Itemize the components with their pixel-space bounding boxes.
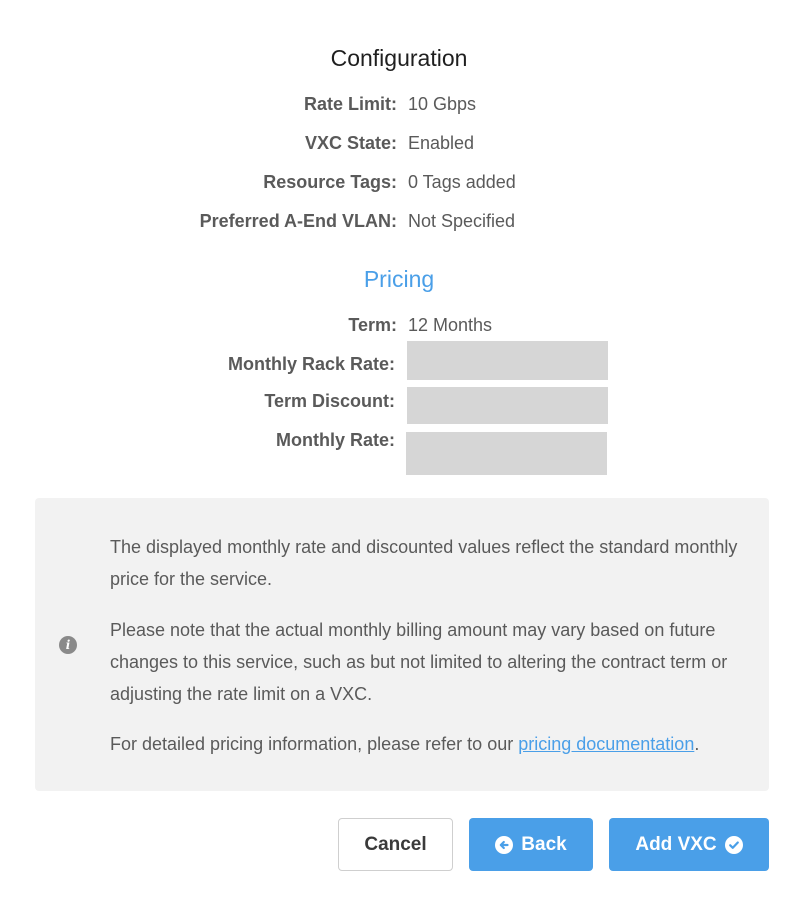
notice-paragraph-documentation: [110, 728, 740, 760]
vxc-state-value: Enabled: [408, 133, 475, 153]
resource-tags-value: 0 Tags added: [408, 172, 516, 192]
preferred-vlan-value: Not Specified: [408, 211, 516, 231]
back-button-label: Back: [521, 833, 567, 855]
pricing-row-monthly-rack-rate: [0, 352, 798, 376]
cancel-button-label: Cancel: [364, 833, 427, 855]
add-vxc-button[interactable]: [609, 818, 769, 871]
pricing-documentation-link[interactable]: pricing documentation: [518, 734, 695, 754]
arrow-left-circle-icon: [495, 836, 513, 854]
rate-limit-label: Rate Limit:: [303, 94, 397, 114]
notice-paragraph-suffix: .: [694, 734, 700, 754]
pricing-row-monthly-rate: [0, 428, 798, 452]
config-row-vxc-state: [0, 131, 798, 155]
cancel-button[interactable]: [338, 818, 453, 871]
pricing-row-term-discount: [0, 389, 798, 413]
vxc-state-label: VXC State:: [304, 133, 397, 153]
config-row-resource-tags: [0, 170, 798, 194]
add-vxc-button-label: Add VXC: [635, 833, 717, 855]
redacted-term-discount: [407, 387, 608, 424]
resource-tags-label: Resource Tags:: [263, 172, 397, 192]
notice-paragraph-prefix: For detailed pricing information, please refer to our: [110, 734, 519, 754]
pricing-row-term: [0, 313, 798, 337]
notice-paragraph-billing-variation: Please note that the actual monthly billing amount may vary based on future changes to this service, such as but not limited to altering the contract term or adjusting the rate limit on a VXC.: [110, 620, 728, 704]
redacted-monthly-rack-rate: [407, 341, 608, 380]
monthly-rate-label: Monthly Rate:: [276, 430, 395, 450]
info-icon: i: [59, 636, 77, 654]
configuration-title: Configuration: [330, 45, 468, 71]
config-row-rate-limit: [0, 92, 798, 116]
notice-paragraph-standard-price: The displayed monthly rate and discounted values reflect the standard monthly price for the service.: [110, 537, 738, 589]
check-circle-icon: [725, 836, 743, 854]
rate-limit-value: 10 Gbps: [408, 94, 477, 114]
redacted-monthly-rate: [406, 432, 607, 475]
preferred-vlan-label: Preferred A-End VLAN:: [199, 211, 397, 231]
pricing-title: Pricing: [363, 266, 435, 292]
config-row-preferred-vlan: [0, 209, 798, 233]
monthly-rack-rate-label: Monthly Rack Rate:: [227, 354, 395, 374]
back-button[interactable]: [469, 818, 593, 871]
term-value: 12 Months: [408, 315, 493, 335]
term-discount-label: Term Discount:: [264, 391, 395, 411]
term-label: Term:: [348, 315, 397, 335]
